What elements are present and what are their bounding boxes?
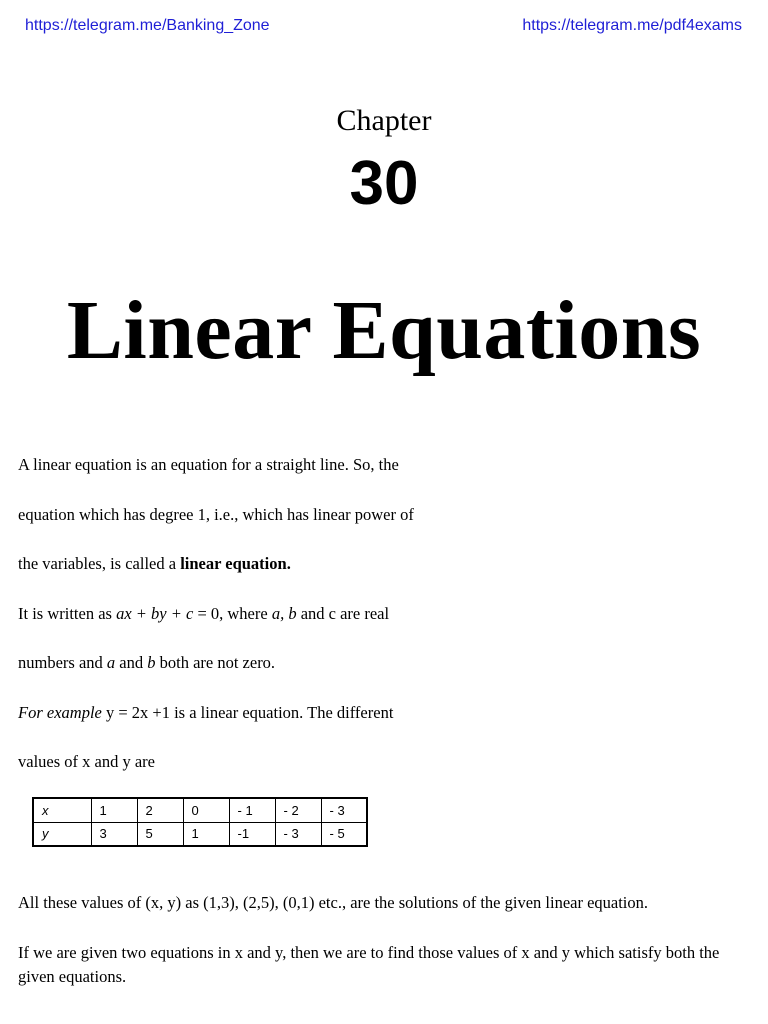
paragraph: If we are given two equations in x and y, then we are to find those values of x and y which satisfy both the given equations. [18,943,720,986]
table-cell: - 3 [275,822,321,846]
paragraph-line [18,651,275,675]
table-cell-label: y [33,822,91,846]
paragraph-line [18,701,393,725]
table-cell: 5 [137,822,183,846]
table-cell: - 1 [229,798,275,822]
paragraph-line [18,602,389,626]
chapter-title: Linear Equations [66,284,702,377]
table-row-y [33,822,367,846]
variable-term: a, b [271,604,297,623]
table-cell: - 2 [275,798,321,822]
table-cell: - 3 [321,798,367,822]
text-span: and [115,653,148,672]
table-cell: 3 [91,822,137,846]
table-cell: 0 [183,798,229,822]
table-row-x [33,798,367,822]
italic-term: For example [18,703,102,722]
table-cell: 2 [137,798,183,822]
telegram-banking-zone-link[interactable]: https://telegram.me/Banking_Zone [25,17,270,34]
paragraph-line: values of x and y are [18,752,155,771]
paragraph-line: A linear equation is an equation for a straight line. So, the [18,455,399,474]
text-span: y = 2x +1 is a linear equation. The different [101,703,394,722]
chapter-number: 30 [349,149,419,218]
bold-term: linear equation. [180,554,291,573]
values-table [32,797,368,847]
table-cell: 1 [183,822,229,846]
equation-term: ax + by + c [116,604,194,623]
telegram-pdf4exams-link[interactable]: https://telegram.me/pdf4exams [522,17,742,34]
table-cell-label: x [33,798,91,822]
table-cell: 1 [91,798,137,822]
chapter-label: Chapter [336,104,432,137]
text-span: the variables, is called a [18,554,181,573]
table-cell: - 5 [321,822,367,846]
text-span: both are not zero. [155,653,276,672]
variable-term: b [147,653,156,672]
text-span: It is written as [18,604,117,623]
variable-term: a [106,653,116,672]
paragraph-line: All these values of (x, y) as (1,3), (2,5), (0,1) etc., are the solutions of the given linear equation. [18,893,649,912]
text-span: numbers and [18,653,107,672]
text-span: = 0, where [193,604,272,623]
table-cell: -1 [229,822,275,846]
text-span: and c are real [296,604,390,623]
paragraph-line [18,552,291,576]
paragraph-line: equation which has degree 1, i.e., which has linear power of [18,505,414,524]
